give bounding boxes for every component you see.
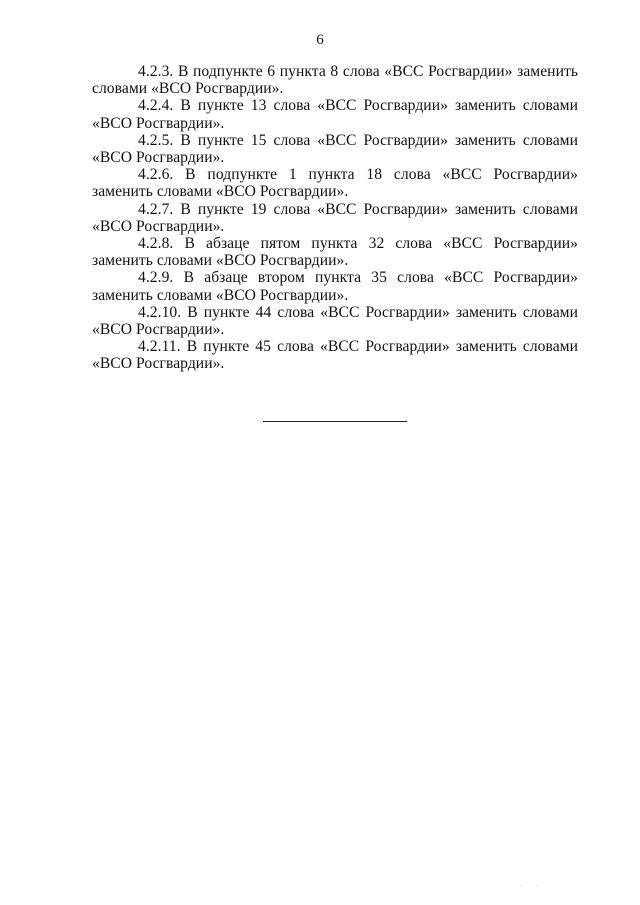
document-body — [92, 63, 578, 373]
paragraph-4-2-6: 4.2.6. В подпункте 1 пункта 18 слова «ВСС Росгвардии» заменить словами «ВСО Росгвардии». — [92, 166, 578, 201]
paragraph-4-2-7: 4.2.7. В пункте 19 слова «ВСС Росгвардии» заменить словами «ВСО Росгвардии». — [92, 200, 578, 235]
page-number: 6 — [316, 32, 324, 48]
paragraph-4-2-8: 4.2.8. В абзаце пятом пункта 32 слова «ВСС Росгвардии» заменить словами «ВСО Росгвардии». — [92, 235, 578, 270]
paragraph-4-2-10: 4.2.10. В пункте 44 слова «ВСС Росгвардии» заменить словами «ВСО Росгвардии». — [92, 303, 578, 339]
paragraph-4-2-3: 4.2.3. В подпункте 6 пункта 8 слова «ВСС Росгвардии» заменить словами «ВСО Росгвардии». — [92, 63, 578, 98]
scan-artifact: · · — [520, 882, 545, 890]
paragraph-4-2-11: 4.2.11. В пункте 45 слова «ВСС Росгвардии» заменить словами «ВСО Росгвардии». — [92, 338, 578, 373]
paragraph-4-2-4: 4.2.4. В пункте 13 слова «ВСС Росгвардии» заменить словами «ВСО Росгвардии». — [92, 97, 578, 132]
end-of-document-rule — [263, 421, 407, 422]
paragraph-4-2-9: 4.2.9. В абзаце втором пункта 35 слова «ВСС Росгвардии» заменить словами «ВСО Росгвардии». — [92, 269, 578, 304]
paragraph-4-2-5: 4.2.5. В пункте 15 слова «ВСС Росгвардии» заменить словами «ВСО Росгвардии». — [92, 131, 578, 167]
